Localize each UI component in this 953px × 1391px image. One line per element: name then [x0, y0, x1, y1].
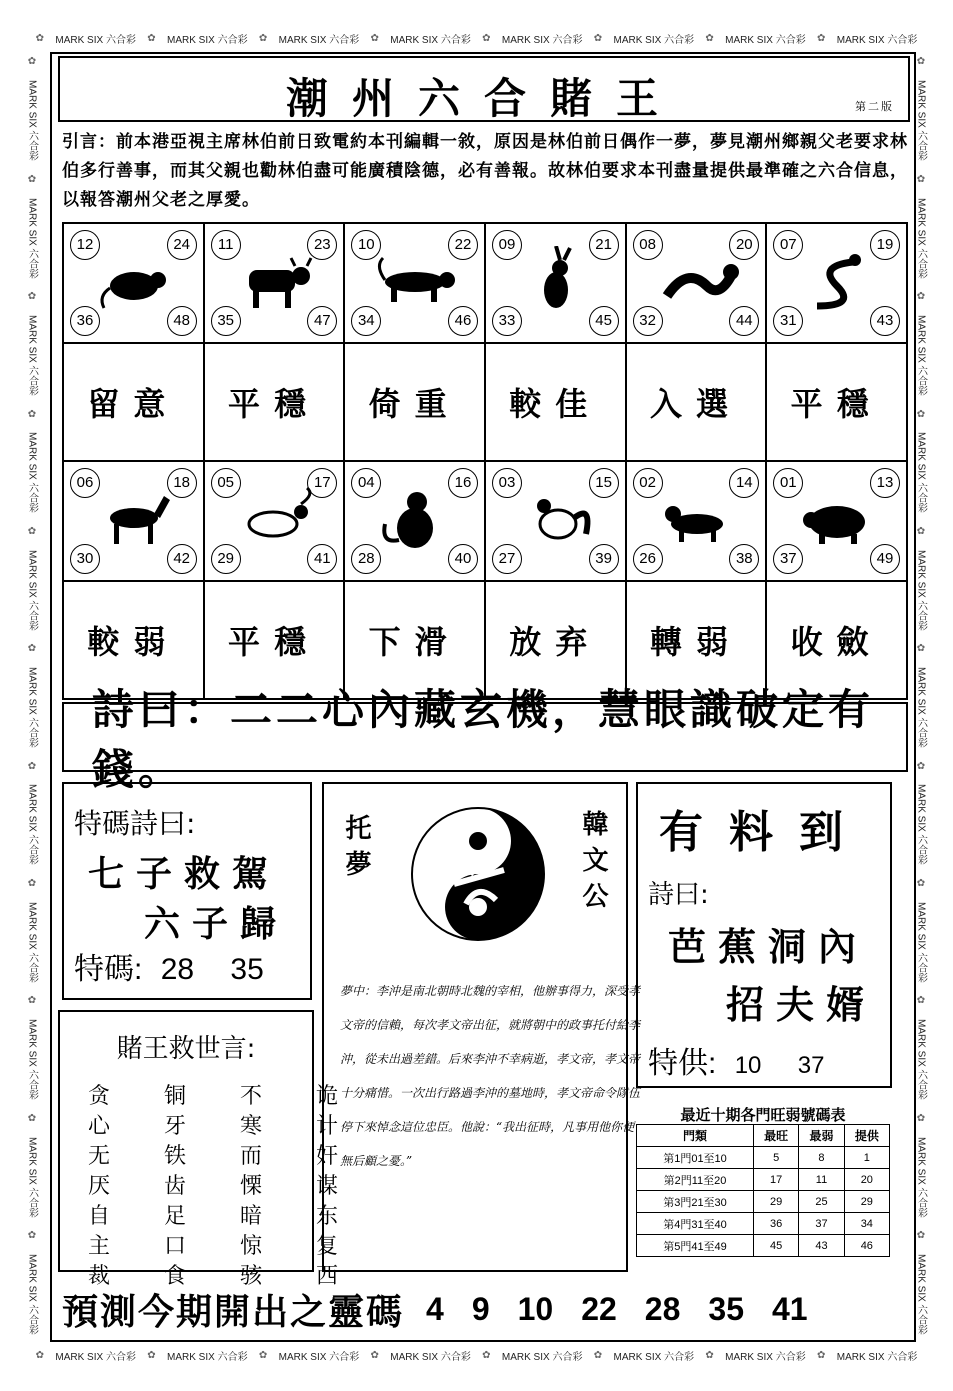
- zodiac-number: 16: [448, 468, 478, 498]
- zodiac-number: 07: [773, 230, 803, 260]
- zodiac-number: 09: [492, 230, 522, 260]
- ribbon-label: MARK SIX 六合彩: [915, 315, 927, 396]
- duwang-char: 口: [164, 1234, 187, 1259]
- prediction-number: 22: [581, 1290, 617, 1327]
- ribbon-label: MARK SIX 六合彩: [167, 1351, 248, 1363]
- special-code-numbers: [74, 944, 264, 988]
- dog-icon: [657, 484, 739, 554]
- ribbon-label: MARK SIX 六合彩: [501, 34, 583, 46]
- zodiac-status: 入選: [626, 343, 767, 461]
- table-row: [637, 1169, 890, 1191]
- ribbon-label: MARK SIX 六合彩: [836, 34, 918, 46]
- zodiac-number: 23: [307, 230, 337, 260]
- youliao-num: 37: [797, 1052, 825, 1079]
- ribbon-label: MARK SIX 六合彩: [915, 1019, 927, 1100]
- ribbon-label: MARK SIX 六合彩: [26, 901, 38, 983]
- duwang-char: 西: [316, 1264, 339, 1289]
- stats-cell: 17: [754, 1169, 799, 1191]
- goat-icon: [235, 484, 317, 554]
- duwang-column: [164, 1082, 186, 1292]
- zodiac-status: 收斂: [766, 581, 907, 699]
- snake-icon: [797, 246, 879, 316]
- zodiac-number: 26: [633, 544, 663, 574]
- rabbit-icon: [516, 246, 598, 316]
- duwang-char: 东: [316, 1204, 339, 1229]
- flower-icon: ✿: [147, 32, 156, 44]
- flower-icon: ✿: [817, 32, 826, 44]
- monkey-icon: [375, 484, 457, 554]
- ribbon-label: MARK SIX 六合彩: [915, 549, 927, 631]
- stats-header: 門類: [637, 1125, 754, 1147]
- ribbon-label: MARK SIX 六合彩: [26, 549, 38, 631]
- zodiac-number: 11: [211, 230, 241, 260]
- zodiac-status: 下滑: [344, 581, 485, 699]
- zodiac-number: 02: [633, 468, 663, 498]
- zodiac-number: 42: [167, 544, 197, 574]
- duwang-char: 寒: [240, 1114, 263, 1139]
- zodiac-cell: [766, 223, 907, 343]
- zodiac-number: 46: [448, 306, 478, 336]
- stats-cell: 第5門41至49: [637, 1235, 754, 1257]
- zodiac-number: 17: [307, 468, 337, 498]
- ribbon-label: MARK SIX 六合彩: [915, 1253, 927, 1335]
- stats-cell: 第1門01至10: [637, 1147, 754, 1169]
- prediction-numbers: [426, 1291, 808, 1328]
- duwang-char: 计: [316, 1114, 339, 1139]
- stats-cell: 36: [754, 1213, 799, 1235]
- duwang-char: 主: [88, 1234, 111, 1259]
- zodiac-number: 32: [633, 306, 663, 336]
- flower-icon: ✿: [482, 32, 491, 44]
- stats-cell: 第4門31至40: [637, 1213, 754, 1235]
- flower-icon: ✿: [258, 1349, 268, 1361]
- zodiac-status: 轉弱: [626, 581, 767, 699]
- duwang-char: 自: [88, 1204, 111, 1229]
- ribbon-label: MARK SIX 六合彩: [613, 34, 695, 46]
- ox-icon: [235, 246, 317, 316]
- tiger-icon: [375, 246, 457, 316]
- youliao-title: 有料到: [659, 807, 869, 858]
- flower-icon: ✿: [26, 1112, 38, 1124]
- flower-icon: ✿: [26, 643, 38, 655]
- top-ribbon: [30, 24, 923, 52]
- flower-icon: ✿: [705, 32, 714, 44]
- prediction-number: 35: [708, 1290, 744, 1327]
- duwang-char: 诡: [316, 1084, 339, 1109]
- youliao-line1: 芭蕉洞內: [668, 925, 869, 969]
- zodiac-number: 01: [773, 468, 803, 498]
- zodiac-number: 34: [351, 306, 381, 336]
- youliao-box: [636, 782, 892, 1088]
- ribbon-label: MARK SIX 六合彩: [915, 80, 927, 161]
- ribbon-label: MARK SIX 六合彩: [915, 901, 927, 983]
- duwang-char: 暗: [240, 1204, 263, 1229]
- flower-icon: ✿: [915, 173, 927, 185]
- zodiac-cell: [63, 461, 204, 581]
- duwang-char: 心: [88, 1114, 111, 1139]
- flower-icon: ✿: [705, 1349, 714, 1361]
- ribbon-label: MARK SIX 六合彩: [26, 1136, 38, 1218]
- zodiac-status: 平穩: [204, 581, 345, 699]
- ribbon-label: MARK SIX 六合彩: [26, 784, 38, 866]
- prediction-number: 10: [517, 1290, 554, 1327]
- youliao-numbers: [648, 1038, 824, 1082]
- duwang-column: [240, 1082, 262, 1292]
- zodiac-number: 47: [307, 306, 337, 336]
- ribbon-label: MARK SIX 六合彩: [613, 1351, 695, 1363]
- ribbon-label: MARK SIX 六合彩: [278, 34, 360, 46]
- zodiac-status: 較佳: [485, 343, 626, 461]
- duwang-char: 贪: [88, 1084, 111, 1109]
- youliao-line2: 招夫婿: [726, 983, 877, 1027]
- ribbon-label: MARK SIX 六合彩: [167, 34, 248, 46]
- youliao-poem-label: 詩曰:: [648, 880, 709, 910]
- flower-icon: ✿: [258, 32, 268, 44]
- flower-icon: ✿: [26, 1230, 38, 1242]
- flower-icon: ✿: [915, 760, 927, 772]
- youliao-special-label: 特供:: [648, 1047, 717, 1080]
- zodiac-cell: [626, 223, 767, 343]
- horse-icon: [94, 484, 176, 554]
- zodiac-status: 倚重: [344, 343, 485, 461]
- stats-cell: 11: [799, 1169, 844, 1191]
- rat-icon: [94, 246, 176, 316]
- ribbon-label: MARK SIX 六合彩: [26, 197, 38, 279]
- zodiac-number: 35: [211, 306, 241, 336]
- flower-icon: ✿: [915, 995, 927, 1007]
- left-ribbon: [18, 50, 46, 1341]
- zodiac-number: 29: [211, 544, 241, 574]
- prediction-number: 4: [426, 1290, 444, 1327]
- ribbon-label: MARK SIX 六合彩: [55, 1351, 136, 1363]
- zodiac-number: 36: [70, 306, 100, 336]
- duwang-char: 而: [240, 1144, 263, 1169]
- ribbon-label: MARK SIX 六合彩: [26, 315, 38, 396]
- zodiac-cell: [626, 461, 767, 581]
- flower-icon: ✿: [370, 1349, 379, 1361]
- zodiac-number: 04: [351, 468, 381, 498]
- zodiac-cell: [63, 223, 204, 343]
- zodiac-status: 較弱: [63, 581, 204, 699]
- zodiac-number: 31: [773, 306, 803, 336]
- stats-cell: 46: [844, 1235, 889, 1257]
- zodiac-number: 37: [773, 544, 803, 574]
- stats-cell: 8: [799, 1147, 844, 1169]
- ribbon-label: MARK SIX 六合彩: [390, 34, 471, 46]
- flower-icon: ✿: [915, 1230, 927, 1242]
- flower-icon: ✿: [593, 32, 603, 44]
- stats-cell: 5: [754, 1147, 799, 1169]
- duwang-title: 賭王救世言:: [116, 1034, 256, 1064]
- stats-header: 最弱: [799, 1125, 844, 1147]
- zodiac-number: 15: [589, 468, 619, 498]
- ribbon-label: MARK SIX 六合彩: [278, 1351, 360, 1363]
- ribbon-label: MARK SIX 六合彩: [26, 432, 38, 513]
- special-code-box: [62, 782, 312, 1000]
- prediction-label: 預測今期開出之靈碼: [62, 1291, 405, 1333]
- flower-icon: ✿: [915, 1112, 927, 1124]
- stats-title: 最近十期各門旺弱號碼表: [680, 1106, 846, 1124]
- zodiac-number: 13: [870, 468, 900, 498]
- ribbon-label: MARK SIX 六合彩: [725, 34, 806, 46]
- duwang-char: 齿: [164, 1174, 187, 1199]
- special-code-line1: 七子救駕: [88, 854, 281, 895]
- prediction-number: 41: [771, 1290, 808, 1327]
- zodiac-number: 20: [729, 230, 759, 260]
- ribbon-label: MARK SIX 六合彩: [501, 1351, 583, 1363]
- zodiac-number: 08: [633, 230, 663, 260]
- flower-icon: ✿: [915, 291, 927, 303]
- ribbon-label: MARK SIX 六合彩: [836, 1351, 918, 1363]
- flower-icon: ✿: [915, 643, 927, 655]
- flower-icon: ✿: [147, 1349, 156, 1361]
- bottom-ribbon: [30, 1341, 923, 1369]
- zodiac-number: 27: [492, 544, 522, 574]
- flower-icon: ✿: [482, 1349, 491, 1361]
- zodiac-cell: [485, 223, 626, 343]
- table-row: [637, 1213, 890, 1235]
- stats-cell: 43: [799, 1235, 844, 1257]
- zodiac-number: 39: [589, 544, 619, 574]
- zodiac-number: 22: [448, 230, 478, 260]
- dream-story: 夢中：李沖是南北朝時北魏的宰相，他辦事得力，深受孝文帝的信賴，每次孝文帝出征，就將朝中的政事托付給李沖，從未出過差錯。后來李沖不幸病逝，孝文帝，孝文帝十分痛惜。一次出行路過李沖的墓地時，孝文帝命令隊伍停下來悼念這位忠臣。他說：“我出征時，凡事用他你便無后顧之憂。”: [340, 984, 641, 1168]
- stats-cell: 20: [844, 1169, 889, 1191]
- flower-icon: ✿: [35, 1349, 45, 1361]
- zodiac-number: 24: [167, 230, 197, 260]
- zodiac-number: 48: [167, 306, 197, 336]
- flower-icon: ✿: [26, 525, 38, 537]
- ribbon-label: MARK SIX 六合彩: [55, 34, 136, 46]
- zodiac-cell: [485, 461, 626, 581]
- zodiac-status: 平穩: [766, 343, 907, 461]
- page-title: 潮州六合賭王: [285, 74, 682, 123]
- duwang-char: 裁: [88, 1264, 111, 1289]
- duwang-char: 厌: [88, 1174, 111, 1199]
- stats-cell: 29: [754, 1191, 799, 1213]
- flower-icon: ✿: [26, 291, 38, 303]
- duwang-char: 谋: [316, 1174, 339, 1199]
- stats-header: 最旺: [754, 1125, 799, 1147]
- special-code-num: 35: [230, 953, 264, 986]
- zodiac-number: 19: [870, 230, 900, 260]
- zodiac-number: 10: [351, 230, 381, 260]
- dream-right-label: 韓文公: [578, 810, 608, 918]
- special-code-label: 特碼詩曰:: [74, 807, 196, 840]
- flower-icon: ✿: [26, 877, 38, 889]
- zodiac-number: 06: [70, 468, 100, 498]
- flower-icon: ✿: [915, 525, 927, 537]
- duwang-char: 牙: [164, 1114, 187, 1139]
- duwang-char: 足: [164, 1204, 187, 1229]
- special-code-line2: 六子歸: [144, 904, 289, 945]
- zodiac-number: 45: [589, 306, 619, 336]
- ribbon-label: MARK SIX 六合彩: [915, 432, 927, 513]
- prediction-number: 28: [644, 1290, 681, 1327]
- duwang-char: 复: [316, 1234, 339, 1259]
- flower-icon: ✿: [26, 56, 38, 68]
- zodiac-cell: [204, 461, 345, 581]
- zodiac-cell: [344, 223, 485, 343]
- poem-banner: 詩曰：二二心內藏玄機，慧眼識破定有錢。: [62, 702, 908, 772]
- zodiac-number: 40: [448, 544, 478, 574]
- zodiac-status: 平穩: [204, 343, 345, 461]
- ribbon-label: MARK SIX 六合彩: [26, 80, 38, 161]
- flower-icon: ✿: [26, 173, 38, 185]
- duwang-char: 无: [88, 1144, 111, 1169]
- dragon-icon: [657, 246, 739, 316]
- prediction-row: [62, 1284, 908, 1334]
- zodiac-number: 28: [351, 544, 381, 574]
- ribbon-label: MARK SIX 六合彩: [915, 197, 927, 279]
- table-row: [637, 1147, 890, 1169]
- zodiac-grid: [62, 222, 908, 700]
- zodiac-number: 38: [729, 544, 759, 574]
- zodiac-cell: [344, 461, 485, 581]
- zodiac-number: 41: [307, 544, 337, 574]
- zodiac-status: 留意: [63, 343, 204, 461]
- duwang-column: [88, 1082, 110, 1292]
- stats-header: 提供: [844, 1125, 889, 1147]
- zodiac-number: 03: [492, 468, 522, 498]
- zodiac-cell: [204, 223, 345, 343]
- flower-icon: ✿: [26, 760, 38, 772]
- ribbon-label: MARK SIX 六合彩: [26, 1253, 38, 1335]
- duwang-char: 食: [164, 1264, 187, 1289]
- zodiac-number: 44: [729, 306, 759, 336]
- duwang-char: 慄: [240, 1174, 263, 1199]
- duwang-char: 铁: [164, 1144, 187, 1169]
- flower-icon: ✿: [35, 32, 45, 44]
- table-row: [637, 1191, 890, 1213]
- stats-cell: 1: [844, 1147, 889, 1169]
- flower-icon: ✿: [26, 995, 38, 1007]
- table-row: [637, 1235, 890, 1257]
- zodiac-status: 放弃: [485, 581, 626, 699]
- yin-yang-icon: [408, 804, 548, 944]
- stats-cell: 34: [844, 1213, 889, 1235]
- duwang-char: 骇: [240, 1264, 263, 1289]
- stats-table: [636, 1124, 890, 1257]
- ribbon-label: MARK SIX 六合彩: [915, 1136, 927, 1218]
- duwang-columns: [88, 1082, 338, 1292]
- flower-icon: ✿: [370, 32, 379, 44]
- flower-icon: ✿: [26, 408, 38, 420]
- stats-cell: 25: [799, 1191, 844, 1213]
- ribbon-label: MARK SIX 六合彩: [915, 667, 927, 748]
- stats-cell: 45: [754, 1235, 799, 1257]
- zodiac-number: 43: [870, 306, 900, 336]
- zodiac-number: 12: [70, 230, 100, 260]
- zodiac-number: 30: [70, 544, 100, 574]
- header: [58, 56, 910, 122]
- flower-icon: ✿: [817, 1349, 826, 1361]
- zodiac-number: 49: [870, 544, 900, 574]
- edition-label: 第二版: [855, 100, 894, 113]
- duwang-char: 不: [240, 1084, 263, 1109]
- intro-text: 引言：前本港亞視主席林伯前日致電約本刊編輯一敘，原因是林伯前日偶作一夢，夢見潮州鄉親父老要求林伯多行善事，而其父親也勸林伯盡可能廣積陰德，必有善報。故林伯要求本刊盡量提供最準確之六合信息，以報答潮州父老之厚愛。: [62, 132, 908, 210]
- youliao-num: 10: [734, 1052, 762, 1079]
- stats-cell: 第3門21至30: [637, 1191, 754, 1213]
- ribbon-label: MARK SIX 六合彩: [390, 1351, 471, 1363]
- prediction-number: 9: [471, 1290, 490, 1327]
- zodiac-number: 18: [167, 468, 197, 498]
- flower-icon: ✿: [915, 877, 927, 889]
- rooster-icon: [516, 484, 598, 554]
- flower-icon: ✿: [593, 1349, 603, 1361]
- ribbon-label: MARK SIX 六合彩: [26, 667, 38, 748]
- duwang-char: 惊: [240, 1234, 263, 1259]
- special-code-num: 28: [160, 953, 195, 986]
- zodiac-cell: [766, 461, 907, 581]
- dream-left-label: 托夢: [341, 814, 371, 886]
- stats-cell: 37: [799, 1213, 844, 1235]
- duwang-char: 奸: [316, 1144, 339, 1169]
- duwang-char: 铜: [164, 1084, 187, 1109]
- stats-cell: 29: [844, 1191, 889, 1213]
- ribbon-label: MARK SIX 六合彩: [915, 784, 927, 866]
- zodiac-number: 21: [589, 230, 619, 260]
- stats-cell: 第2門11至20: [637, 1169, 754, 1191]
- duwang-box: [58, 1010, 339, 1289]
- flower-icon: ✿: [915, 408, 927, 420]
- zodiac-number: 33: [492, 306, 522, 336]
- flower-icon: ✿: [915, 56, 927, 68]
- special-code-nums-label: 特碼:: [74, 953, 143, 986]
- ribbon-label: MARK SIX 六合彩: [725, 1351, 806, 1363]
- zodiac-number: 14: [729, 468, 759, 498]
- dream-box: [322, 782, 641, 1272]
- ribbon-label: MARK SIX 六合彩: [26, 1019, 38, 1100]
- zodiac-number: 05: [211, 468, 241, 498]
- pig-icon: [797, 484, 879, 554]
